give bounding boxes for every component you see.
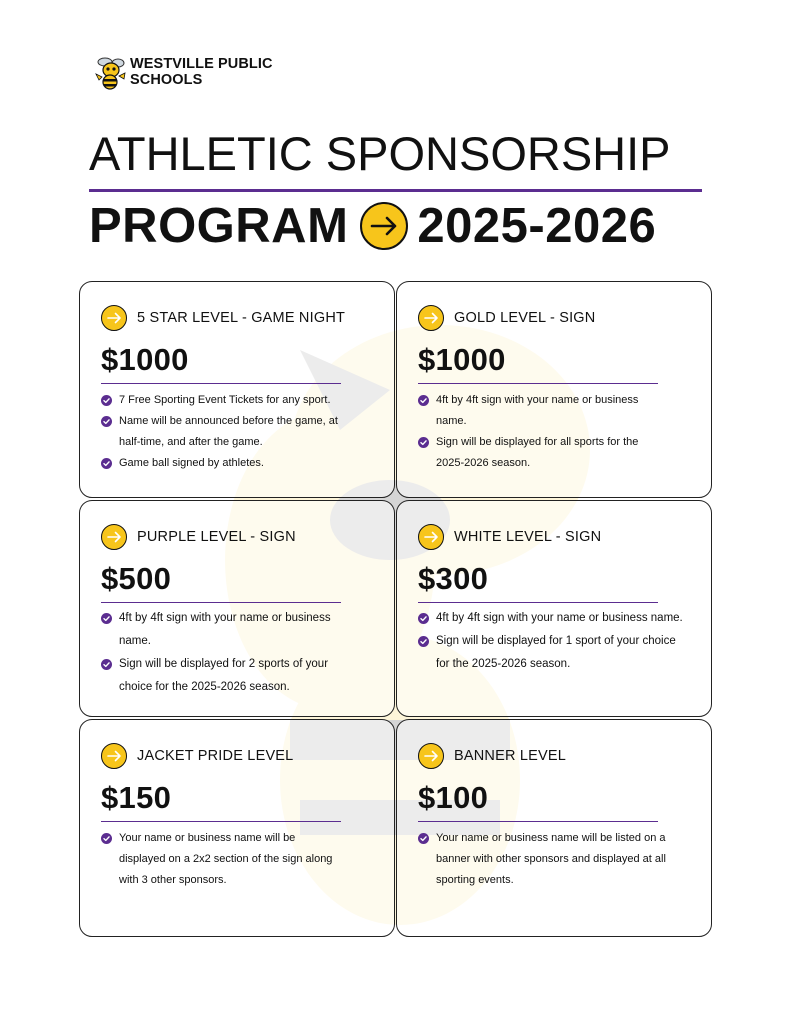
check-circle-icon xyxy=(101,416,112,427)
check-circle-icon xyxy=(418,833,429,844)
level-price: $500 xyxy=(101,561,172,596)
school-brand xyxy=(93,54,290,90)
level-title: WHITE LEVEL - SIGN xyxy=(454,529,602,545)
perk-text: 4ft by 4ft sign with your name or business name. xyxy=(119,612,331,647)
perk-item xyxy=(101,653,346,699)
perk-item xyxy=(418,828,678,891)
perk-list xyxy=(418,607,683,676)
perk-item xyxy=(418,390,668,432)
school-name: WESTVILLE PUBLIC SCHOOLS xyxy=(130,56,273,88)
title-divider xyxy=(89,189,702,192)
price-divider xyxy=(418,383,658,384)
arrow-right-circle-icon xyxy=(100,304,128,332)
perk-text: Game ball signed by athletes. xyxy=(119,457,264,469)
check-circle-icon xyxy=(418,395,429,406)
season-year: 2025-2026 xyxy=(417,199,657,253)
check-circle-icon xyxy=(101,395,112,406)
price-divider xyxy=(418,602,658,603)
perk-text: Your name or business name will be listed on a banner with other sponsors and displayed at all sporting events. xyxy=(436,832,666,886)
level-card-white xyxy=(396,500,712,717)
perk-item xyxy=(101,453,351,474)
check-circle-icon xyxy=(101,659,112,670)
level-price: $1000 xyxy=(101,342,189,377)
perk-text: 4ft by 4ft sign with your name or business name. xyxy=(436,612,683,624)
perk-item xyxy=(101,828,333,891)
level-price: $1000 xyxy=(418,342,506,377)
perk-item xyxy=(101,390,351,411)
perk-list xyxy=(418,390,668,474)
perk-text: Sign will be displayed for 2 sports of your choice for the 2025-2026 season. xyxy=(119,658,329,693)
check-circle-icon xyxy=(101,458,112,469)
perk-list xyxy=(418,828,678,891)
price-divider xyxy=(418,821,658,822)
perk-text: Sign will be displayed for 1 sport of your choice for the 2025-2026 season. xyxy=(436,635,676,670)
perk-text: Sign will be displayed for all sports for the 2025-2026 season. xyxy=(436,436,639,469)
level-title: 5 STAR LEVEL - GAME NIGHT xyxy=(137,310,346,326)
perk-item xyxy=(101,411,351,453)
check-circle-icon xyxy=(418,613,429,624)
perk-text: Name will be announced before the game, at half-time, and after the game. xyxy=(119,415,338,448)
price-divider xyxy=(101,602,341,603)
perk-item xyxy=(418,432,668,474)
perk-list xyxy=(101,828,333,891)
perk-text: 7 Free Sporting Event Tickets for any sport. xyxy=(119,394,331,406)
arrow-right-circle-icon xyxy=(100,523,128,551)
arrow-right-circle-icon xyxy=(417,523,445,551)
check-circle-icon xyxy=(101,833,112,844)
level-price: $150 xyxy=(101,780,172,815)
perk-item xyxy=(101,607,346,653)
page-title: ATHLETIC SPONSORSHIP xyxy=(89,127,671,180)
perk-item xyxy=(418,607,683,630)
perk-text: 4ft by 4ft sign with your name or business name. xyxy=(436,394,639,427)
check-circle-icon xyxy=(101,613,112,624)
arrow-right-circle-icon xyxy=(359,201,409,251)
level-price: $100 xyxy=(418,780,489,815)
program-word: PROGRAM xyxy=(89,199,349,253)
level-title: PURPLE LEVEL - SIGN xyxy=(137,529,296,545)
check-circle-icon xyxy=(418,437,429,448)
perk-item xyxy=(418,630,683,676)
arrow-right-circle-icon xyxy=(100,742,128,770)
level-card-gold xyxy=(396,281,712,498)
price-divider xyxy=(101,821,341,822)
level-title: BANNER LEVEL xyxy=(454,748,566,764)
level-card-purple xyxy=(79,500,395,717)
level-card-5-star xyxy=(79,281,395,498)
arrow-right-circle-icon xyxy=(417,304,445,332)
level-card-jacket-pride xyxy=(79,719,395,937)
level-title: JACKET PRIDE LEVEL xyxy=(137,748,294,764)
perk-list xyxy=(101,607,346,699)
level-title: GOLD LEVEL - SIGN xyxy=(454,310,596,326)
perk-text: Your name or business name will be displayed on a 2x2 section of the sign along with 3 other sponsors. xyxy=(119,832,333,886)
yellow-jacket-mascot-icon xyxy=(93,54,127,90)
level-price: $300 xyxy=(418,561,489,596)
level-card-banner xyxy=(396,719,712,937)
check-circle-icon xyxy=(418,636,429,647)
price-divider xyxy=(101,383,341,384)
perk-list xyxy=(101,390,351,474)
arrow-right-circle-icon xyxy=(417,742,445,770)
page-subtitle xyxy=(89,195,656,257)
